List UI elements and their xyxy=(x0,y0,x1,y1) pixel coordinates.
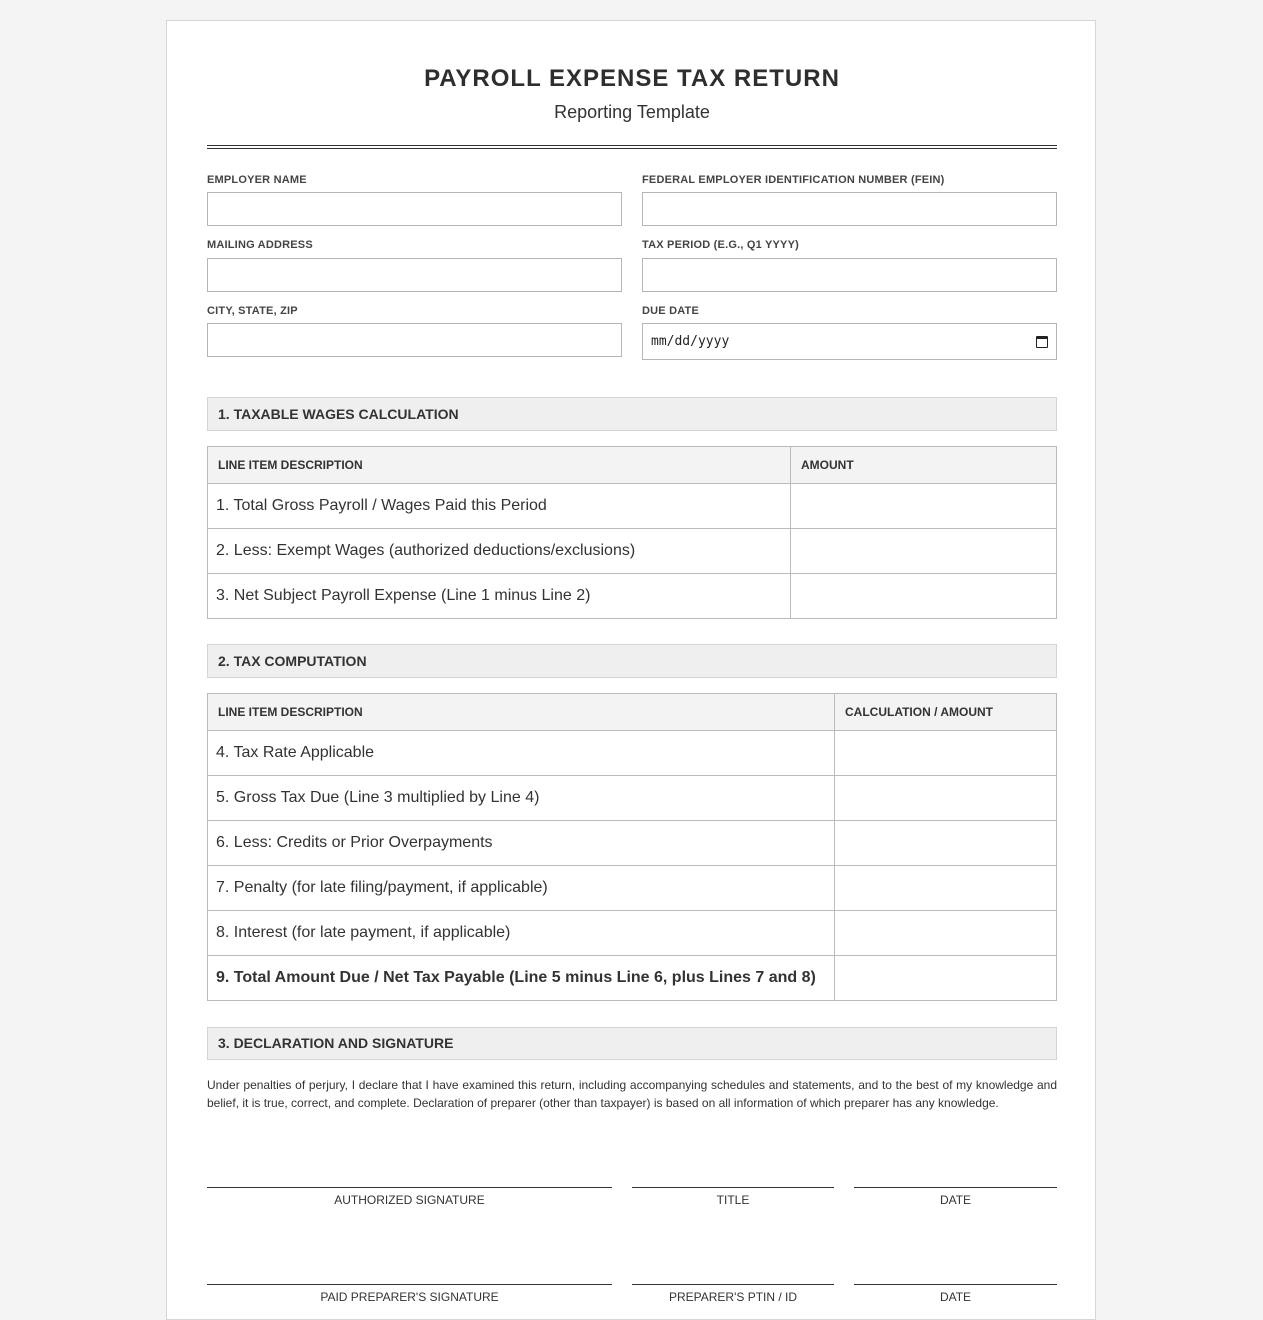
tax-computation-table xyxy=(207,693,1057,1001)
preparer-ptin-line[interactable] xyxy=(632,1284,834,1285)
page-subtitle: Reporting Template xyxy=(554,102,710,122)
preparer-ptin-label: PREPARER'S PTIN / ID xyxy=(668,1290,798,1304)
mailing-address-label: MAILING ADDRESS xyxy=(207,239,313,251)
title-line[interactable] xyxy=(632,1187,834,1188)
table-header-row xyxy=(208,447,1057,484)
date-line[interactable] xyxy=(854,1187,1057,1188)
table-header-row xyxy=(208,694,1057,731)
column-header-description: LINE ITEM DESCRIPTION xyxy=(208,447,791,484)
employer-name-input[interactable] xyxy=(207,192,622,226)
section-tax-computation-header: 2. TAX COMPUTATION xyxy=(207,644,1057,678)
declaration-text: Under penalties of perjury, I declare that I have examined this return, including accompanying schedules and statements, and to the best of my knowledge and belief, it is true, correct, and complete. Declaration of preparer (other than taxpayer) is based on all information of which preparer has any knowledge. xyxy=(207,1078,1057,1110)
line-item-amount-cell[interactable] xyxy=(835,776,1057,821)
due-date-input[interactable] xyxy=(642,323,1057,360)
title-divider xyxy=(207,145,1057,149)
page-title: PAYROLL EXPENSE TAX RETURN xyxy=(424,65,840,92)
line-item-description: 2. Less: Exempt Wages (authorized deductions/exclusions) xyxy=(208,529,791,574)
preparer-signature-line[interactable] xyxy=(207,1284,612,1285)
authorized-signature-label: AUTHORIZED SIGNATURE xyxy=(334,1193,485,1207)
table-row xyxy=(208,866,1057,911)
table-row xyxy=(208,484,1057,529)
table-row xyxy=(208,574,1057,619)
title-label: TITLE xyxy=(716,1193,750,1207)
preparer-date-label: DATE xyxy=(939,1290,972,1304)
mailing-address-input[interactable] xyxy=(207,258,622,292)
line-item-description: 1. Total Gross Payroll / Wages Paid this Period xyxy=(208,484,791,529)
line-item-description: 7. Penalty (for late filing/payment, if applicable) xyxy=(208,866,835,911)
total-amount-due-description: 9. Total Amount Due / Net Tax Payable (Line 5 minus Line 6, plus Lines 7 and 8) xyxy=(208,956,835,1001)
due-date-placeholder: mm/dd/yyyy xyxy=(651,334,730,349)
line-item-description: 5. Gross Tax Due (Line 3 multiplied by Line 4) xyxy=(208,776,835,821)
total-amount-due-cell[interactable] xyxy=(835,956,1057,1001)
line-item-amount-cell[interactable] xyxy=(835,731,1057,776)
line-item-amount-cell[interactable] xyxy=(835,821,1057,866)
form-page xyxy=(166,20,1096,1320)
city-state-zip-label: CITY, STATE, ZIP xyxy=(207,305,298,317)
table-row xyxy=(208,529,1057,574)
fein-input[interactable] xyxy=(642,192,1057,226)
fein-label: FEDERAL EMPLOYER IDENTIFICATION NUMBER (FEIN) xyxy=(642,174,945,186)
line-item-description: 3. Net Subject Payroll Expense (Line 1 minus Line 2) xyxy=(208,574,791,619)
section-taxable-wages-header: 1. TAXABLE WAGES CALCULATION xyxy=(207,397,1057,431)
tax-period-label: TAX PERIOD (E.G., Q1 YYYY) xyxy=(642,239,799,251)
table-row xyxy=(208,911,1057,956)
line-item-amount-cell[interactable] xyxy=(835,866,1057,911)
line-item-amount-cell[interactable] xyxy=(791,484,1057,529)
line-item-description: 8. Interest (for late payment, if applicable) xyxy=(208,911,835,956)
taxable-wages-table xyxy=(207,446,1057,619)
table-row xyxy=(208,776,1057,821)
due-date-label: DUE DATE xyxy=(642,305,700,317)
preparer-signature-label: PAID PREPARER'S SIGNATURE xyxy=(320,1290,499,1304)
employer-name-label: EMPLOYER NAME xyxy=(207,174,307,186)
section-declaration-header: 3. DECLARATION AND SIGNATURE xyxy=(207,1027,1057,1060)
table-row xyxy=(208,821,1057,866)
authorized-signature-line[interactable] xyxy=(207,1187,612,1188)
tax-period-input[interactable] xyxy=(642,258,1057,292)
city-state-zip-input[interactable] xyxy=(207,323,622,357)
line-item-description: 4. Tax Rate Applicable xyxy=(208,731,835,776)
column-header-calculation-amount: CALCULATION / AMOUNT xyxy=(835,694,1057,731)
preparer-date-line[interactable] xyxy=(854,1284,1057,1285)
line-item-amount-cell[interactable] xyxy=(791,574,1057,619)
column-header-amount: AMOUNT xyxy=(791,447,1057,484)
date-label: DATE xyxy=(939,1193,972,1207)
line-item-description: 6. Less: Credits or Prior Overpayments xyxy=(208,821,835,866)
table-row-total xyxy=(208,956,1057,1001)
line-item-amount-cell[interactable] xyxy=(791,529,1057,574)
table-row xyxy=(208,731,1057,776)
line-item-amount-cell[interactable] xyxy=(835,911,1057,956)
column-header-description: LINE ITEM DESCRIPTION xyxy=(208,694,835,731)
calendar-icon[interactable] xyxy=(1036,336,1048,348)
